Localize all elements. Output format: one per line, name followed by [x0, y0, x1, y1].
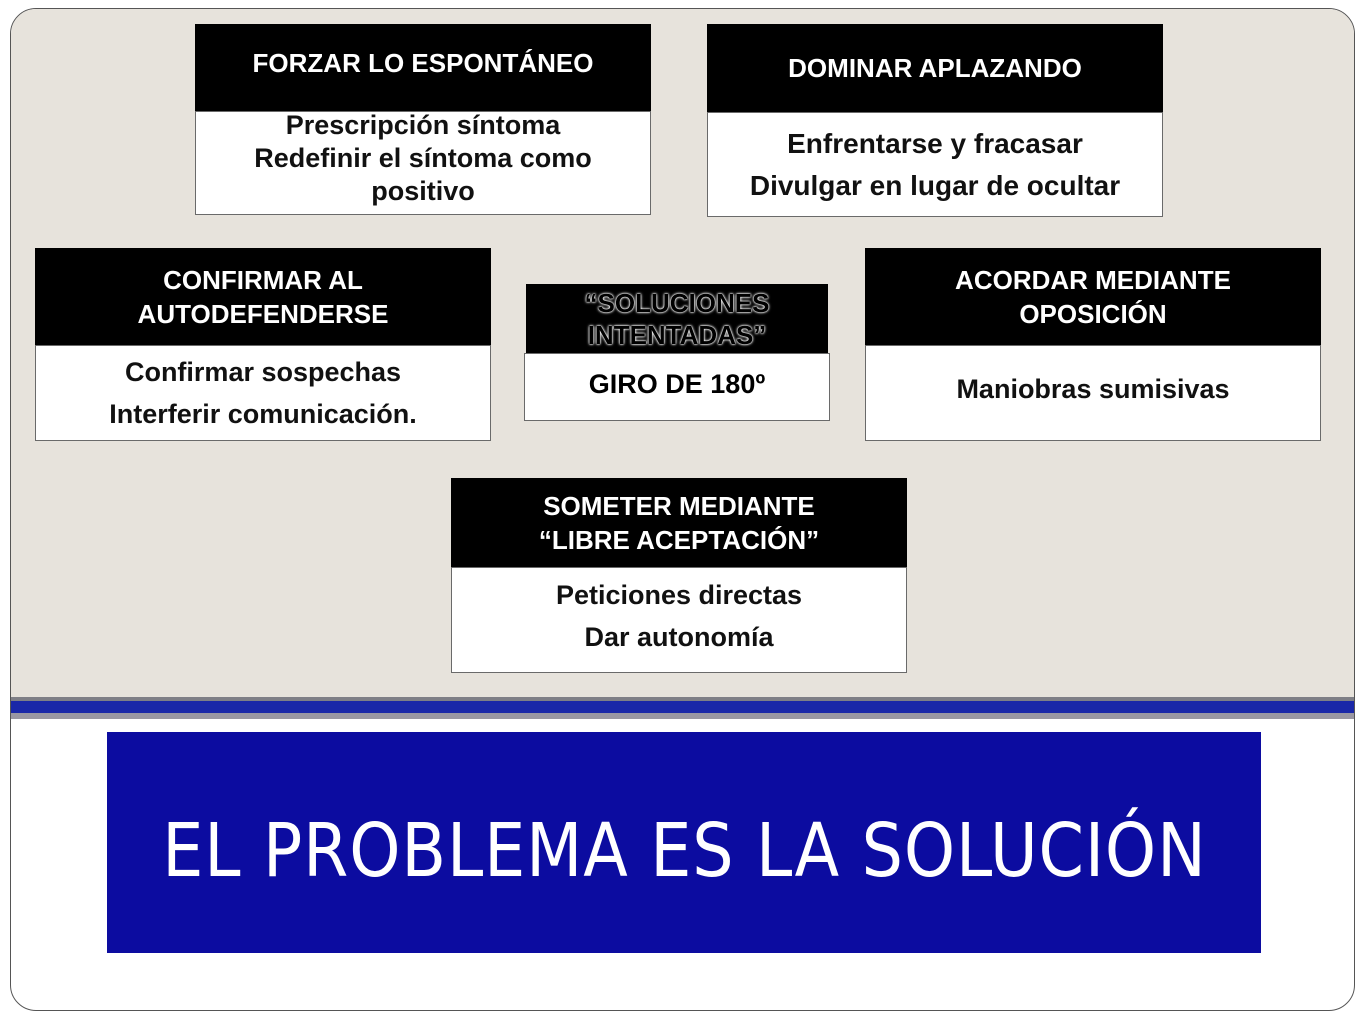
card-someter-header	[451, 478, 907, 567]
title-banner	[107, 732, 1261, 953]
card-dominar-line-2: Divulgar en lugar de ocultar	[749, 169, 1121, 201]
card-confirmar-header	[35, 248, 491, 345]
card-acordar	[865, 248, 1321, 441]
card-center-subtitle: GIRO DE 180º	[588, 369, 766, 399]
divider-stripe-blue	[11, 701, 1354, 713]
card-acordar-body	[865, 345, 1321, 441]
card-confirmar-line-1: Confirmar sospechas	[124, 357, 402, 387]
card-center-body	[524, 353, 830, 421]
card-forzar-line-1: Prescripción síntoma	[285, 110, 561, 140]
card-center	[524, 284, 830, 421]
card-confirmar-title-line-2: AUTODEFENDERSE	[137, 298, 389, 329]
card-dominar	[707, 24, 1163, 217]
divider-stripe-light	[11, 713, 1354, 719]
card-forzar	[195, 24, 651, 215]
card-forzar-body	[195, 111, 651, 215]
slide-title: EL PROBLEMA ES LA SOLUCIÓN	[161, 807, 1207, 894]
card-confirmar-line-2: Interferir comunicación.	[109, 399, 417, 429]
card-confirmar-body	[35, 345, 491, 441]
card-center-header	[526, 284, 828, 354]
card-center-title-line-1: “SOLUCIONES	[584, 288, 770, 318]
card-someter	[451, 478, 907, 673]
card-someter-title-line-2: “LIBRE ACEPTACIÓN”	[538, 524, 820, 555]
card-dominar-title: DOMINAR APLAZANDO	[788, 53, 1082, 83]
card-someter-line-2: Dar autonomía	[584, 622, 774, 652]
card-center-title-line-2: INTENTADAS”	[587, 320, 767, 350]
card-forzar-title: FORZAR LO ESPONTÁNEO	[252, 47, 594, 78]
card-someter-title-line-1: SOMETER MEDIANTE	[543, 490, 815, 521]
card-forzar-header	[195, 24, 651, 111]
card-acordar-header	[865, 248, 1321, 345]
card-acordar-title-line-1: ACORDAR MEDIANTE	[955, 264, 1231, 295]
card-dominar-header	[707, 24, 1163, 112]
card-someter-body	[451, 567, 907, 673]
card-forzar-line-2: Redefinir el síntoma como	[254, 143, 592, 173]
card-dominar-body	[707, 112, 1163, 217]
card-confirmar	[35, 248, 491, 441]
card-forzar-line-3: positivo	[371, 176, 475, 206]
card-someter-line-1: Peticiones directas	[555, 580, 803, 610]
card-confirmar-title-line-1: CONFIRMAR AL	[163, 264, 363, 295]
card-acordar-title-line-2: OPOSICIÓN	[1019, 298, 1167, 329]
card-dominar-line-1: Enfrentarse y fracasar	[787, 127, 1083, 159]
card-acordar-line-1: Maniobras sumisivas	[956, 374, 1230, 404]
